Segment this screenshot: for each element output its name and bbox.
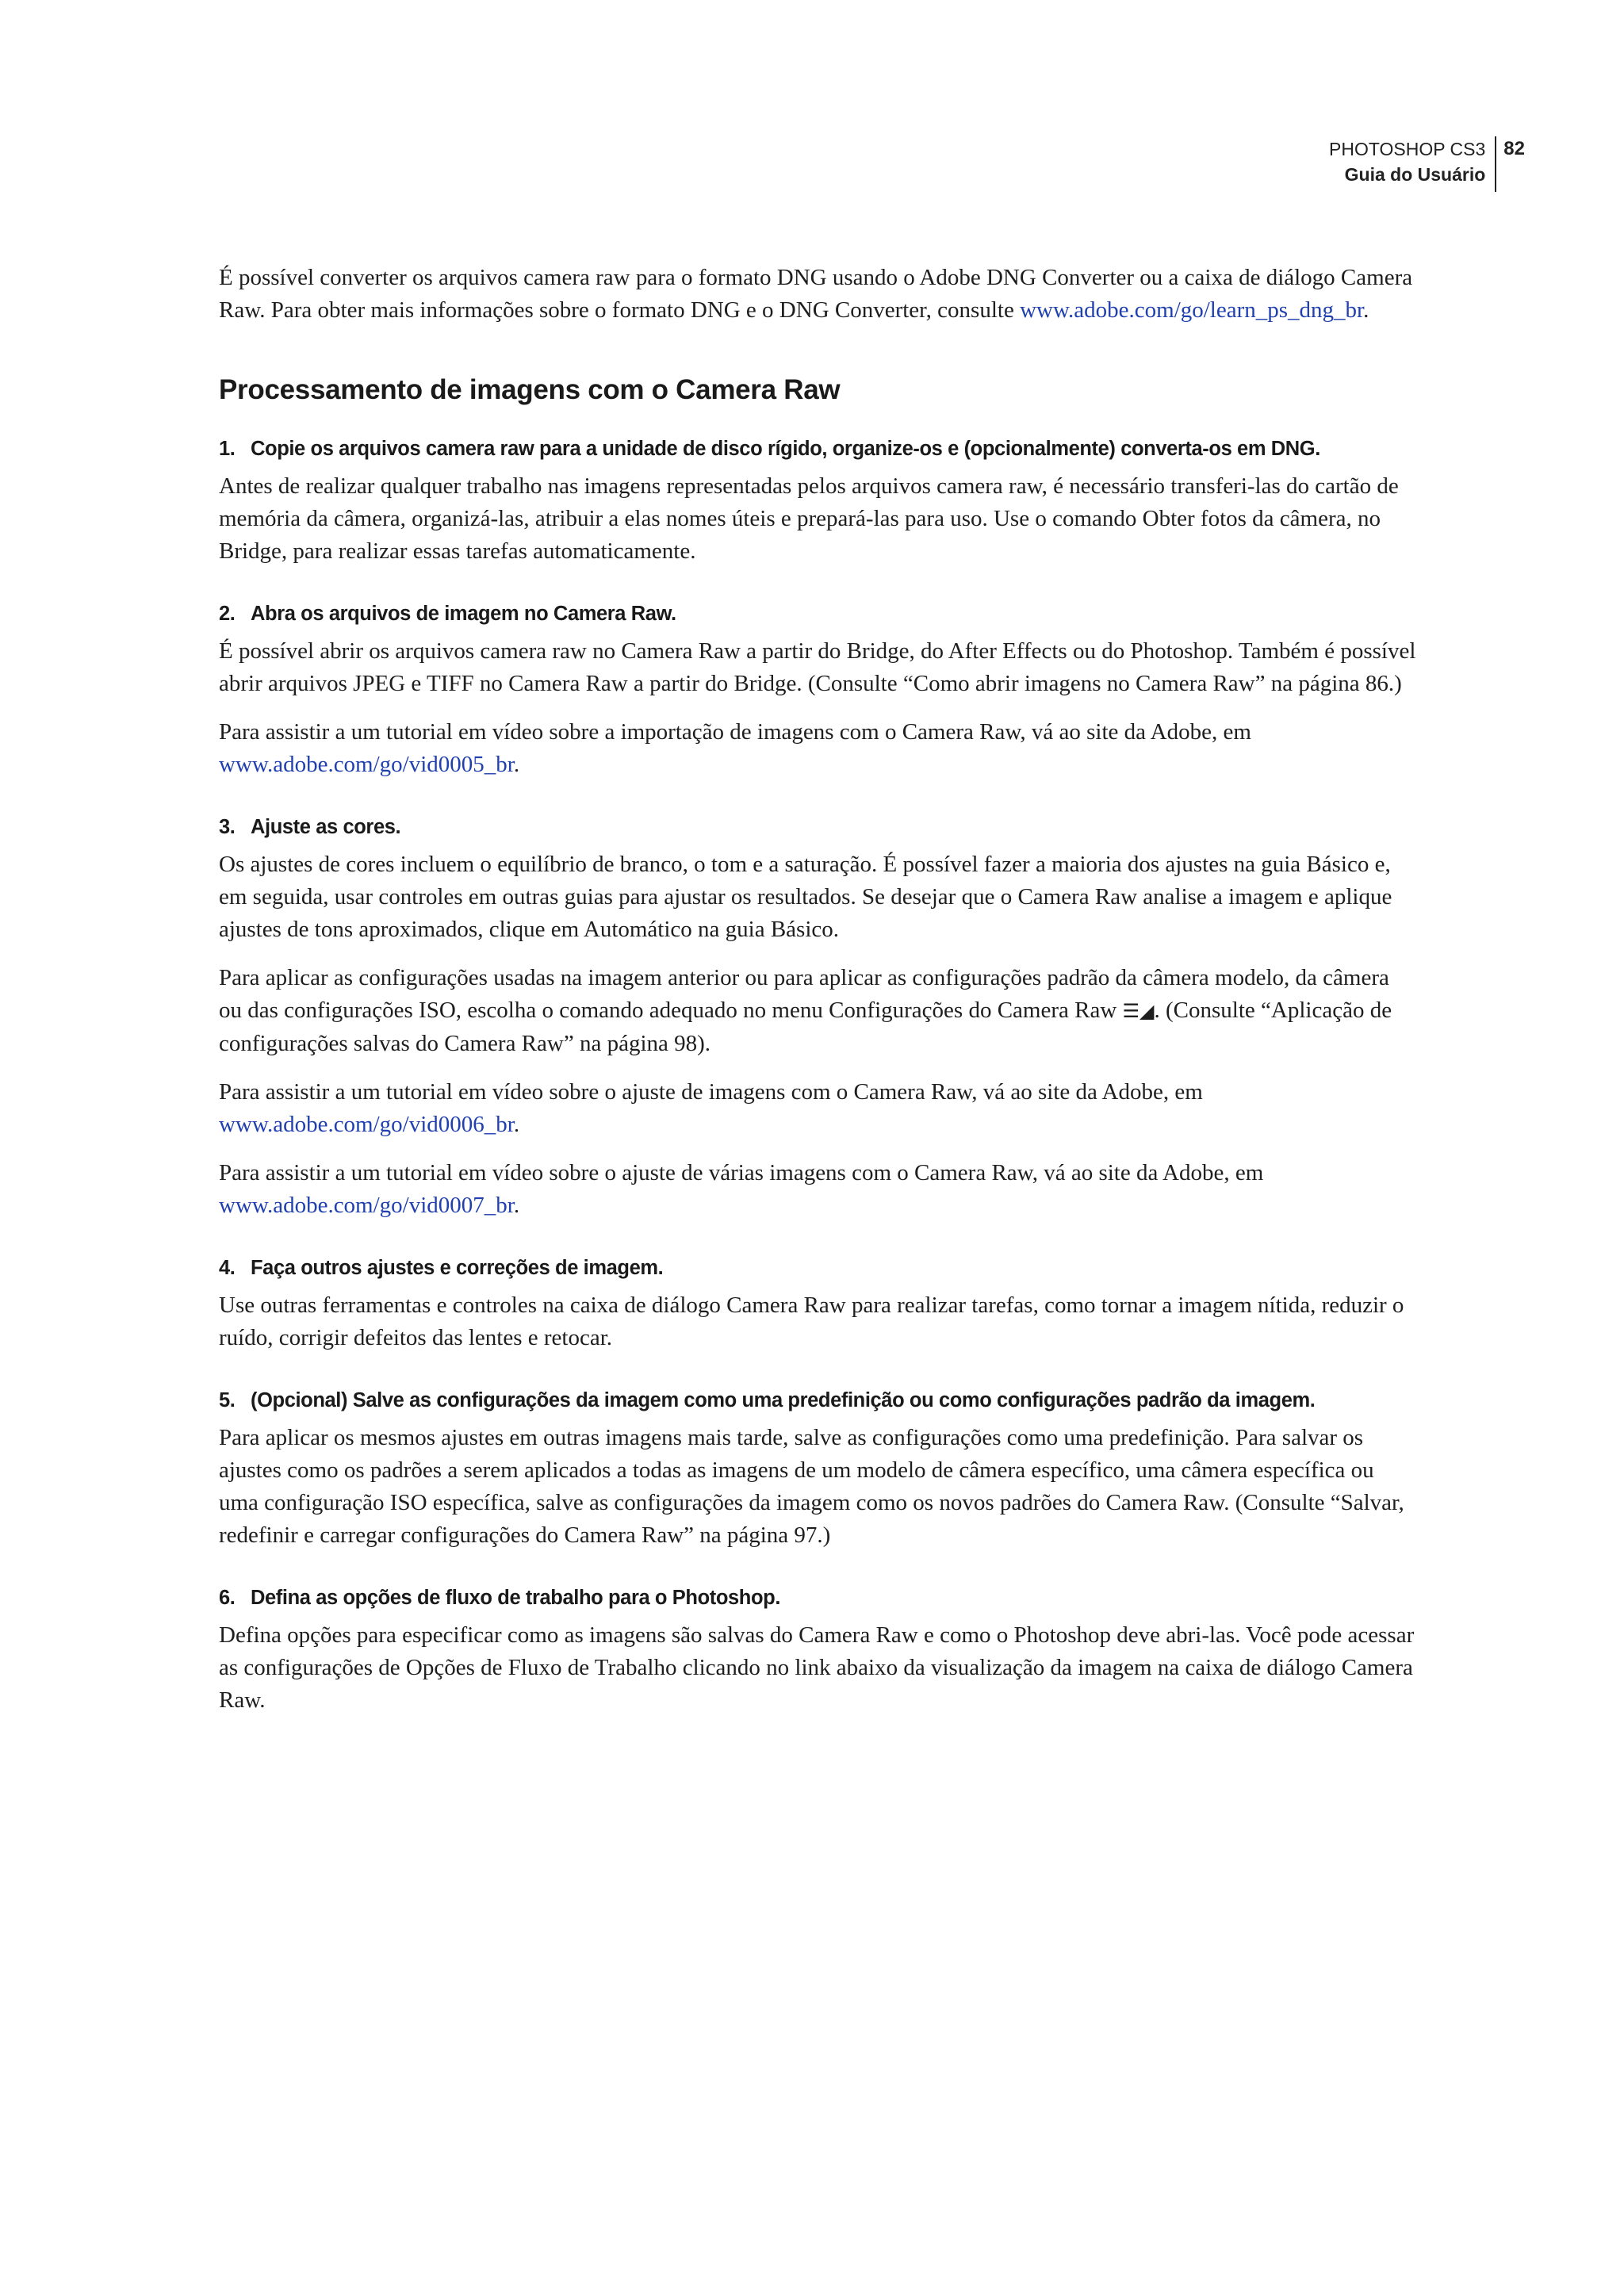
step-title xyxy=(219,1587,1416,1610)
document-body xyxy=(219,262,1416,1752)
step-paragraph: Defina opções para especificar como as imagens são salvas do Camera Raw e como o Photoshop deve abri-las. Você pode acessar as configurações de Opções de Fluxo de Trabalho clicando no link abaixo da visualização da imagem na caixa de diálogo Camera Raw. xyxy=(219,1622,1415,1713)
intro-paragraph xyxy=(219,262,1416,327)
paragraph-end: . xyxy=(513,1112,520,1137)
link-vid0005[interactable]: www.adobe.com/go/vid0005_br xyxy=(219,752,514,777)
paragraph-text: Para assistir a um tutorial em vídeo sobre o ajuste de imagens com o Camera Raw, vá ao site da Adobe, em xyxy=(219,1079,1203,1105)
link-learn-dng[interactable]: www.adobe.com/go/learn_ps_dng_br xyxy=(1020,297,1364,323)
step-2 xyxy=(219,603,1416,781)
header-title-block xyxy=(1329,136,1496,192)
paragraph-text: Para assistir a um tutorial em vídeo sobre a importação de imagens com o Camera Raw, vá ao site da Adobe, em xyxy=(219,719,1251,745)
intro-end: . xyxy=(1363,297,1369,323)
step-paragraph: Use outras ferramentas e controles na caixa de diálogo Camera Raw para realizar tarefas, como tornar a imagem nítida, reduzir o ruído, corrigir defeitos das lentes e retocar. xyxy=(219,1293,1404,1350)
paragraph-text: Para aplicar as configurações usadas na imagem anterior ou para aplicar as configurações padrão da câmera modelo, da câmera ou das configurações ISO, escolha o comando adequado no menu Configurações do Camera Raw xyxy=(219,965,1389,1023)
page-number: 82 xyxy=(1503,138,1525,159)
step-6 xyxy=(219,1587,1416,1717)
step-number: 3. xyxy=(219,816,236,838)
link-vid0007[interactable]: www.adobe.com/go/vid0007_br xyxy=(219,1193,514,1218)
settings-menu-icon: ☰◢ xyxy=(1122,1000,1155,1022)
header-product: PHOTOSHOP CS3 xyxy=(1329,139,1486,159)
step-title-text: Faça outros ajustes e correções de imagem. xyxy=(251,1257,664,1279)
step-number: 4. xyxy=(219,1257,236,1279)
step-title xyxy=(219,816,1416,839)
step-number: 5. xyxy=(219,1389,236,1411)
step-number: 6. xyxy=(219,1587,236,1609)
step-paragraph xyxy=(219,1157,1416,1222)
step-4 xyxy=(219,1257,1416,1354)
step-paragraph: É possível abrir os arquivos camera raw no Camera Raw a partir do Bridge, do After Effects ou do Photoshop. Também é possível abrir arquivos JPEG e TIFF no Camera Raw a partir do Bridge. (Consulte “Como abrir imagens no Camera Raw” na página 86.) xyxy=(219,638,1416,696)
paragraph-end: . xyxy=(513,752,520,777)
step-title xyxy=(219,603,1416,626)
step-title xyxy=(219,438,1416,461)
step-paragraph: Os ajustes de cores incluem o equilíbrio de branco, o tom e a saturação. É possível fazer a maioria dos ajustes na guia Básico e, em seguida, usar controles em outras guias para ajustar os resultados. Se desejar que o Camera Raw analise a imagem e aplique ajustes de tons aproximados, clique em Automático na guia Básico. xyxy=(219,852,1392,942)
step-number: 1. xyxy=(219,438,236,460)
step-paragraph xyxy=(219,716,1416,781)
step-paragraph: Antes de realizar qualquer trabalho nas imagens representadas pelos arquivos camera raw, é necessário transferi-las do cartão de memória da câmera, organizá-las, atribuir a elas nomes úteis e prepará-las para uso. Use o comando Obter fotos da câmera, no Bridge, para realizar essas tarefas automaticamente. xyxy=(219,473,1399,564)
step-title xyxy=(219,1257,1416,1280)
step-number: 2. xyxy=(219,603,236,625)
paragraph-end: . xyxy=(513,1193,520,1218)
step-paragraph xyxy=(219,1076,1416,1141)
section-title: Processamento de imagens com o Camera Raw xyxy=(219,374,841,405)
intro-text: É possível converter os arquivos camera raw para o formato DNG usando o Adobe DNG Converter ou a caixa de diálogo Camera Raw. Para obter mais informações sobre o formato DNG e o DNG Converter, consulte xyxy=(219,265,1413,323)
step-5 xyxy=(219,1389,1416,1552)
link-vid0006[interactable]: www.adobe.com/go/vid0006_br xyxy=(219,1112,514,1137)
step-paragraph: Para aplicar os mesmos ajustes em outras imagens mais tarde, salve as configurações como uma predefinição. Para salvar os ajustes como os padrões a serem aplicados a todas as imagens de um modelo de câmera específico, uma câmera específica ou uma configuração ISO específica, salve as configurações da imagem como os novos padrões do Camera Raw. (Consulte “Salvar, redefinir e carregar configurações do Camera Raw” na página 97.) xyxy=(219,1425,1404,1548)
paragraph-text: Para assistir a um tutorial em vídeo sobre o ajuste de várias imagens com o Camera Raw, vá ao site da Adobe, em xyxy=(219,1160,1264,1185)
page-header xyxy=(1329,136,1525,192)
step-title-text: Copie os arquivos camera raw para a unidade de disco rígido, organize-os e (opcionalmente) converta-os em DNG. xyxy=(251,438,1320,460)
step-1 xyxy=(219,438,1416,568)
step-3 xyxy=(219,816,1416,1222)
step-paragraph xyxy=(219,962,1416,1060)
step-title-text: Abra os arquivos de imagem no Camera Raw. xyxy=(251,603,676,625)
step-title-text: Ajuste as cores. xyxy=(251,816,401,838)
step-title-text: (Opcional) Salve as configurações da imagem como uma predefinição ou como configurações padrão da imagem. xyxy=(251,1389,1316,1411)
step-title-text: Defina as opções de fluxo de trabalho para o Photoshop. xyxy=(251,1587,781,1609)
paragraph-end: . (Consulte “Aplicação de configurações salvas do Camera Raw” na página 98). xyxy=(219,998,1392,1056)
header-guide: Guia do Usuário xyxy=(1344,164,1486,185)
step-title xyxy=(219,1389,1416,1412)
